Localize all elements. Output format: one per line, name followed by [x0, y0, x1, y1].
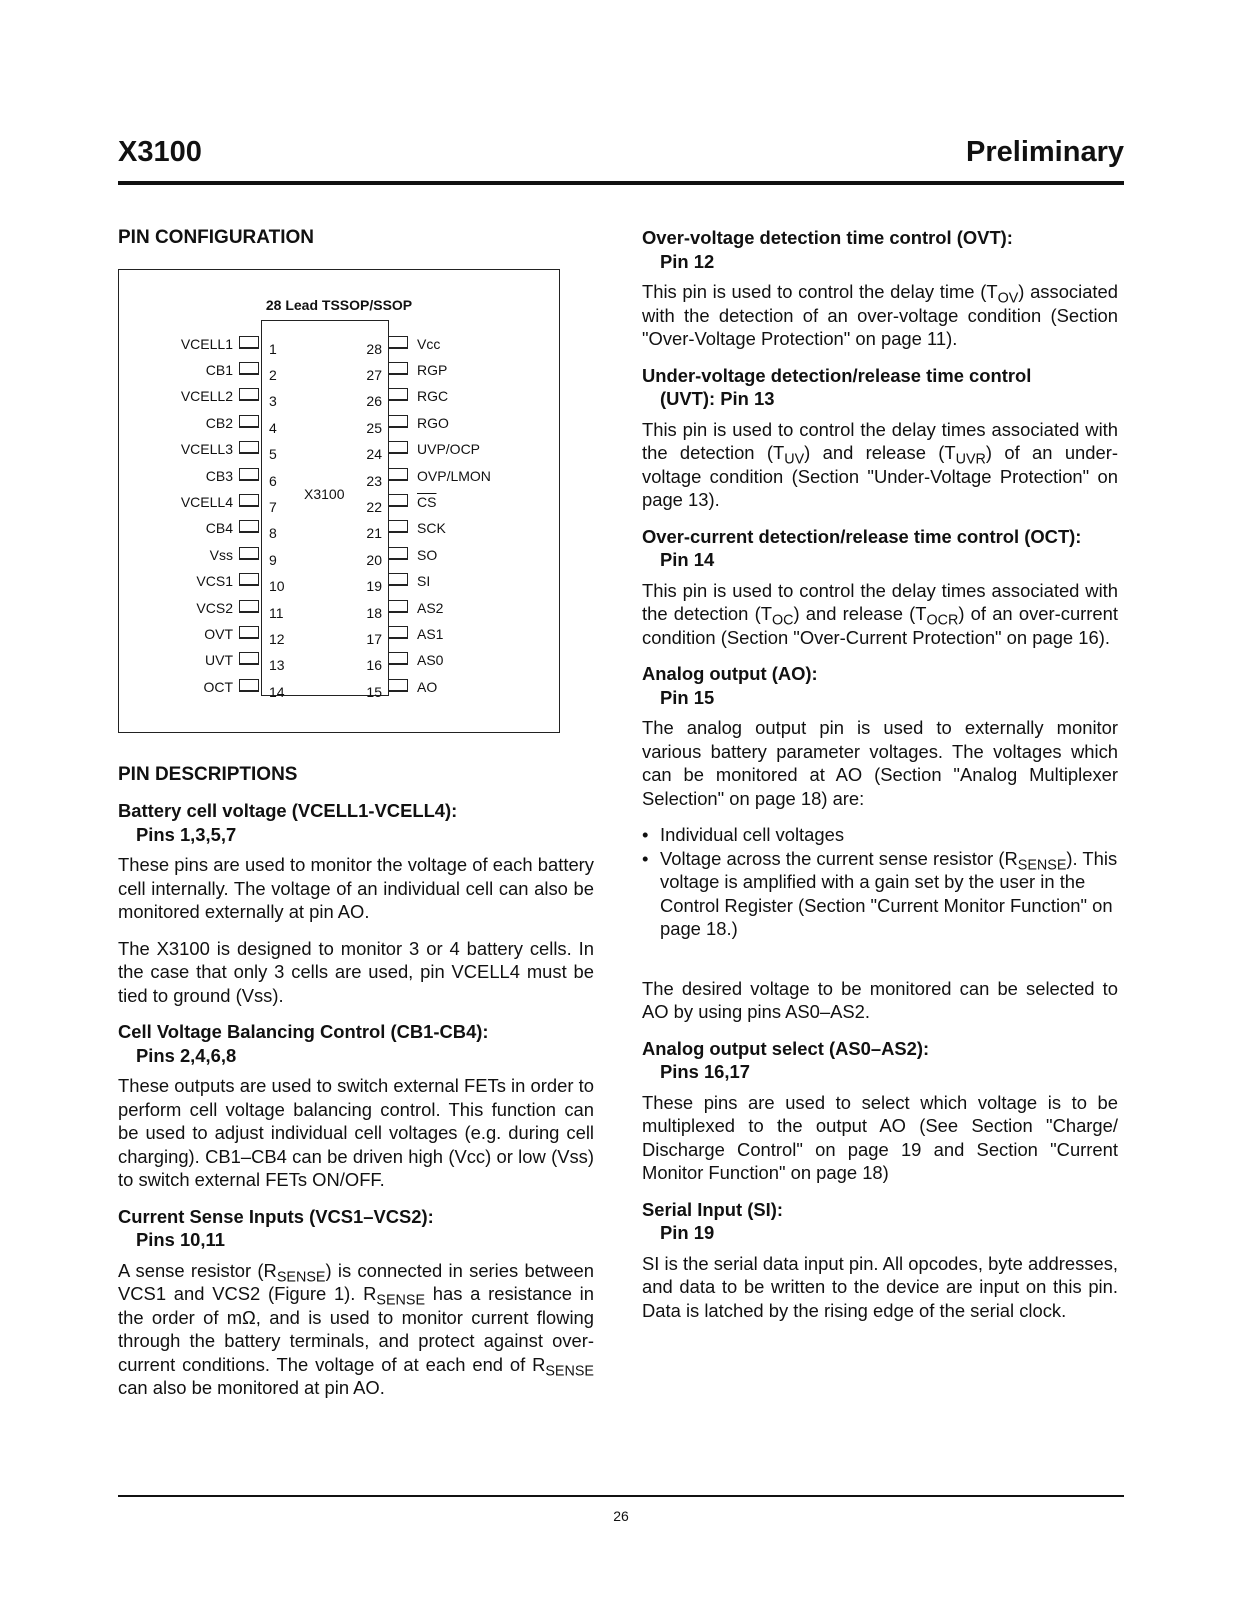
pin-number: 6: [269, 472, 277, 489]
pin-lead: [239, 468, 259, 481]
pin-lead: [388, 626, 408, 639]
pin-number: 20: [366, 551, 382, 568]
pin-lead: [239, 362, 259, 375]
pin-label: OVP/LMON: [417, 467, 491, 484]
pin-label: RGC: [417, 388, 449, 405]
pin-lead: [239, 573, 259, 586]
ao-title: Analog output (AO):: [642, 663, 818, 684]
pin-label: UVT: [205, 652, 233, 669]
ao-paragraph-1: The analog output pin is used to externally monitor various battery parameter voltages. The voltages which can be monitored at AO (Section "Analog Multiplexer Selection" on page 18) are:: [642, 717, 1118, 809]
pin-lead: [239, 494, 259, 507]
cb-paragraph: These outputs are used to switch external FETs in order to perform cell voltage balancing control. This function can be used to adjust individual cell voltages (e.g. during cell charging). CB1–CB4 can be driven high (Vcc) or low (Vss) to switch external FETs ON/OFF.: [118, 1075, 594, 1190]
as-title: Analog output select (AS0–AS2):: [642, 1037, 930, 1059]
pin-label: SO: [417, 546, 438, 563]
pin-number: 13: [269, 657, 285, 674]
pin-number: 10: [269, 578, 285, 595]
pin-number: 19: [366, 578, 382, 595]
as-heading: [642, 1037, 1118, 1084]
pin-lead: [388, 573, 408, 586]
pin-number: 4: [269, 419, 277, 436]
vcell-heading: [118, 799, 594, 846]
ao-bullet-list: [642, 823, 1118, 941]
pin-number: 8: [269, 525, 277, 542]
pin-lead: [388, 652, 408, 665]
pin-label: UVP/OCP: [417, 441, 481, 458]
package-label: 28 Lead TSSOP/SSOP: [265, 296, 413, 313]
vcell-paragraph-1: These pins are used to monitor the voltage of each battery cell internally. The voltage of an individual cell can also be monitored externally at pin AO.: [118, 854, 594, 922]
pin-lead: [239, 415, 259, 428]
pin-label: CB4: [205, 520, 233, 537]
uvt-pins: (UVT): Pin 13: [660, 388, 775, 409]
pin-number: 21: [366, 525, 382, 542]
pin-label: VCELL2: [180, 388, 233, 405]
pin-label: $\overline{CS}$: [417, 493, 437, 510]
pin-number: 3: [269, 393, 277, 410]
pin-label: OVT: [204, 625, 233, 642]
pin-label: AO: [417, 678, 438, 695]
ao-pins: Pin 15: [660, 686, 715, 708]
as-paragraph: These pins are used to select which voltage is to be multiplexed to the output AO (See Section "Charge/ Discharge Control" on page 19 and Section "Current Monitor Function" on page 18): [642, 1091, 1118, 1183]
pin-number: 7: [269, 498, 277, 515]
si-title: Serial Input (SI):: [642, 1198, 784, 1220]
pin-lead: [388, 520, 408, 533]
pin-label: CB2: [205, 414, 233, 431]
right-column: [642, 226, 1118, 1322]
pin-lead: [239, 547, 259, 560]
pin-label: VCELL1: [180, 335, 233, 352]
cb-title: Cell Voltage Balancing Control (CB1-CB4):: [118, 1021, 489, 1042]
ovt-pins: Pin 12: [660, 250, 715, 272]
uvt-title: Under-voltage detection/release time control: [642, 364, 1032, 386]
ovt-heading: [642, 226, 1118, 273]
uvt-paragraph: This pin is used to control the delay times associated with the detection $(T_{UV})$ and release $(T_{UVR})$ of an under-voltage condition (Section "Under-Voltage Protection" on page 13).: [642, 418, 1118, 510]
pin-lead: [388, 336, 408, 349]
pin-number: 11: [269, 604, 284, 621]
pin-lead: [239, 626, 259, 639]
pin-number: 9: [269, 551, 277, 568]
pin-label: VCS2: [196, 599, 233, 616]
pin-number: 16: [366, 657, 382, 674]
pin-number: 2: [269, 366, 277, 383]
pin-label: CB3: [205, 467, 233, 484]
uvt-heading: [642, 364, 1118, 411]
pin-number: 26: [366, 393, 382, 410]
pin-label: VCELL3: [180, 441, 233, 458]
pin-number: 15: [366, 683, 382, 700]
pin-number: 14: [269, 683, 285, 700]
pin-lead: [388, 547, 408, 560]
pin-number: 24: [366, 446, 382, 463]
pin-lead: [239, 679, 259, 692]
pin-label: SCK: [417, 520, 446, 537]
pin-label: AS2: [417, 599, 444, 616]
pin-label: VCS1: [196, 573, 233, 590]
pin-descriptions-heading: PIN DESCRIPTIONS: [118, 763, 298, 785]
cb-heading: [118, 1020, 594, 1067]
pin-number: 5: [269, 446, 277, 463]
header-rule: [118, 181, 1124, 185]
si-pins: Pin 19: [660, 1222, 715, 1243]
pin-label: SI: [417, 573, 431, 590]
ovt-title: Over-voltage detection time control (OVT):: [642, 227, 1013, 248]
pin-number: 1: [269, 340, 277, 357]
pin-lead: [239, 388, 259, 401]
pin-lead: [388, 600, 408, 613]
pin-number: 22: [366, 498, 382, 515]
pin-label: AS1: [417, 625, 444, 642]
pin-lead: [388, 441, 408, 454]
chip-name: X3100: [304, 485, 345, 502]
footer-rule: [118, 1495, 1124, 1497]
pin-lead: [388, 468, 408, 481]
pin-lead: [388, 362, 408, 375]
pin-label: AS0: [417, 652, 444, 669]
pin-lead: [239, 441, 259, 454]
pin-lead: [388, 494, 408, 507]
pin-number: 23: [366, 472, 382, 489]
pin-label: OCT: [203, 678, 233, 695]
pin-number: 25: [366, 419, 382, 436]
pin-lead: [239, 600, 259, 613]
oct-heading: [642, 525, 1118, 572]
ao-paragraph-2: The desired voltage to be monitored can be selected to AO by using pins AS0–AS2.: [642, 977, 1118, 1022]
pin-label: Vss: [209, 546, 233, 563]
pin-label: CB1: [205, 361, 233, 378]
vcs-paragraph: A sense resistor $(R_{SENSE})$ is connected in series between VCS1 and VCS2 (Figure 1). $R_{SENSE}$ has a resistance in the order of mΩ, and is used to monitor current flowing through the battery terminals, and protect against over-current conditions. The voltage of at each end of $R_{SENSE}$ can also be monitored at pin AO.: [118, 1259, 594, 1398]
ao-bullet-2: • Voltage across the current sense resistor $(R_{SENSE})$. This voltage is amplified with a gain set by the user in the Control Register (Section "Current Monitor Function" on page 18.): [642, 847, 1118, 941]
pin-lead: [239, 652, 259, 665]
vcell-title: Battery cell voltage (VCELL1-VCELL4):: [118, 800, 458, 821]
ao-bullet-1: • Individual cell voltages: [642, 823, 1118, 847]
oct-pins: Pin 14: [660, 549, 715, 570]
left-column: [118, 226, 594, 1400]
oct-title: Over-current detection/release time control (OCT):: [642, 525, 1082, 547]
as-pins: Pins 16,17: [660, 1061, 750, 1082]
si-heading: [642, 1198, 1118, 1245]
si-paragraph: SI is the serial data input pin. All opcodes, byte addresses, and data to be written to the device are input on this pin. Data is latched by the rising edge of the serial clock.: [642, 1252, 1118, 1321]
vcell-paragraph-2: The X3100 is designed to monitor 3 or 4 battery cells. In the case that only 3 cells are used, pin VCELL4 must be tied to ground (Vss).: [118, 937, 594, 1006]
pin-label: RGO: [417, 414, 449, 431]
pin-lead: [239, 336, 259, 349]
oct-paragraph: This pin is used to control the delay times associated with the detection $(T_{OC})$ and release $(T_{OCR})$ of an over-current condition (Section "Over-Current Protection" on page 16).: [642, 579, 1118, 648]
pin-label: RGP: [417, 361, 448, 378]
pin-lead: [388, 388, 408, 401]
ovt-paragraph: This pin is used to control the delay time $(T_{OV})$ associated with the detection of an over-voltage condition (Section "Over-Voltage Protection" on page 11).: [642, 281, 1119, 349]
pin-number: 17: [366, 630, 382, 647]
vcs-title: Current Sense Inputs (VCS1–VCS2):: [118, 1205, 434, 1227]
cb-pins: Pins 2,4,6,8: [136, 1044, 237, 1066]
vcell-pins: Pins 1,3,5,7: [136, 823, 237, 845]
pin-number: 18: [366, 604, 382, 621]
pin-label: VCELL4: [180, 493, 233, 510]
pin-configuration-heading: PIN CONFIGURATION: [118, 227, 314, 248]
vcs-heading: [118, 1205, 594, 1252]
pin-lead: [388, 415, 408, 428]
ao-heading: [642, 662, 1118, 709]
pin-number: 12: [269, 630, 285, 647]
pin-diagram: [118, 269, 560, 733]
pin-lead: [239, 520, 259, 533]
page-number: 26: [613, 1508, 629, 1524]
pin-number: 27: [366, 366, 382, 383]
document-part-number: X3100: [118, 136, 202, 168]
pin-label: Vcc: [417, 335, 441, 352]
document-status: Preliminary: [966, 136, 1124, 168]
pin-number: 28: [366, 340, 382, 357]
vcs-pins: Pins 10,11: [136, 1229, 225, 1250]
pin-lead: [388, 679, 408, 692]
